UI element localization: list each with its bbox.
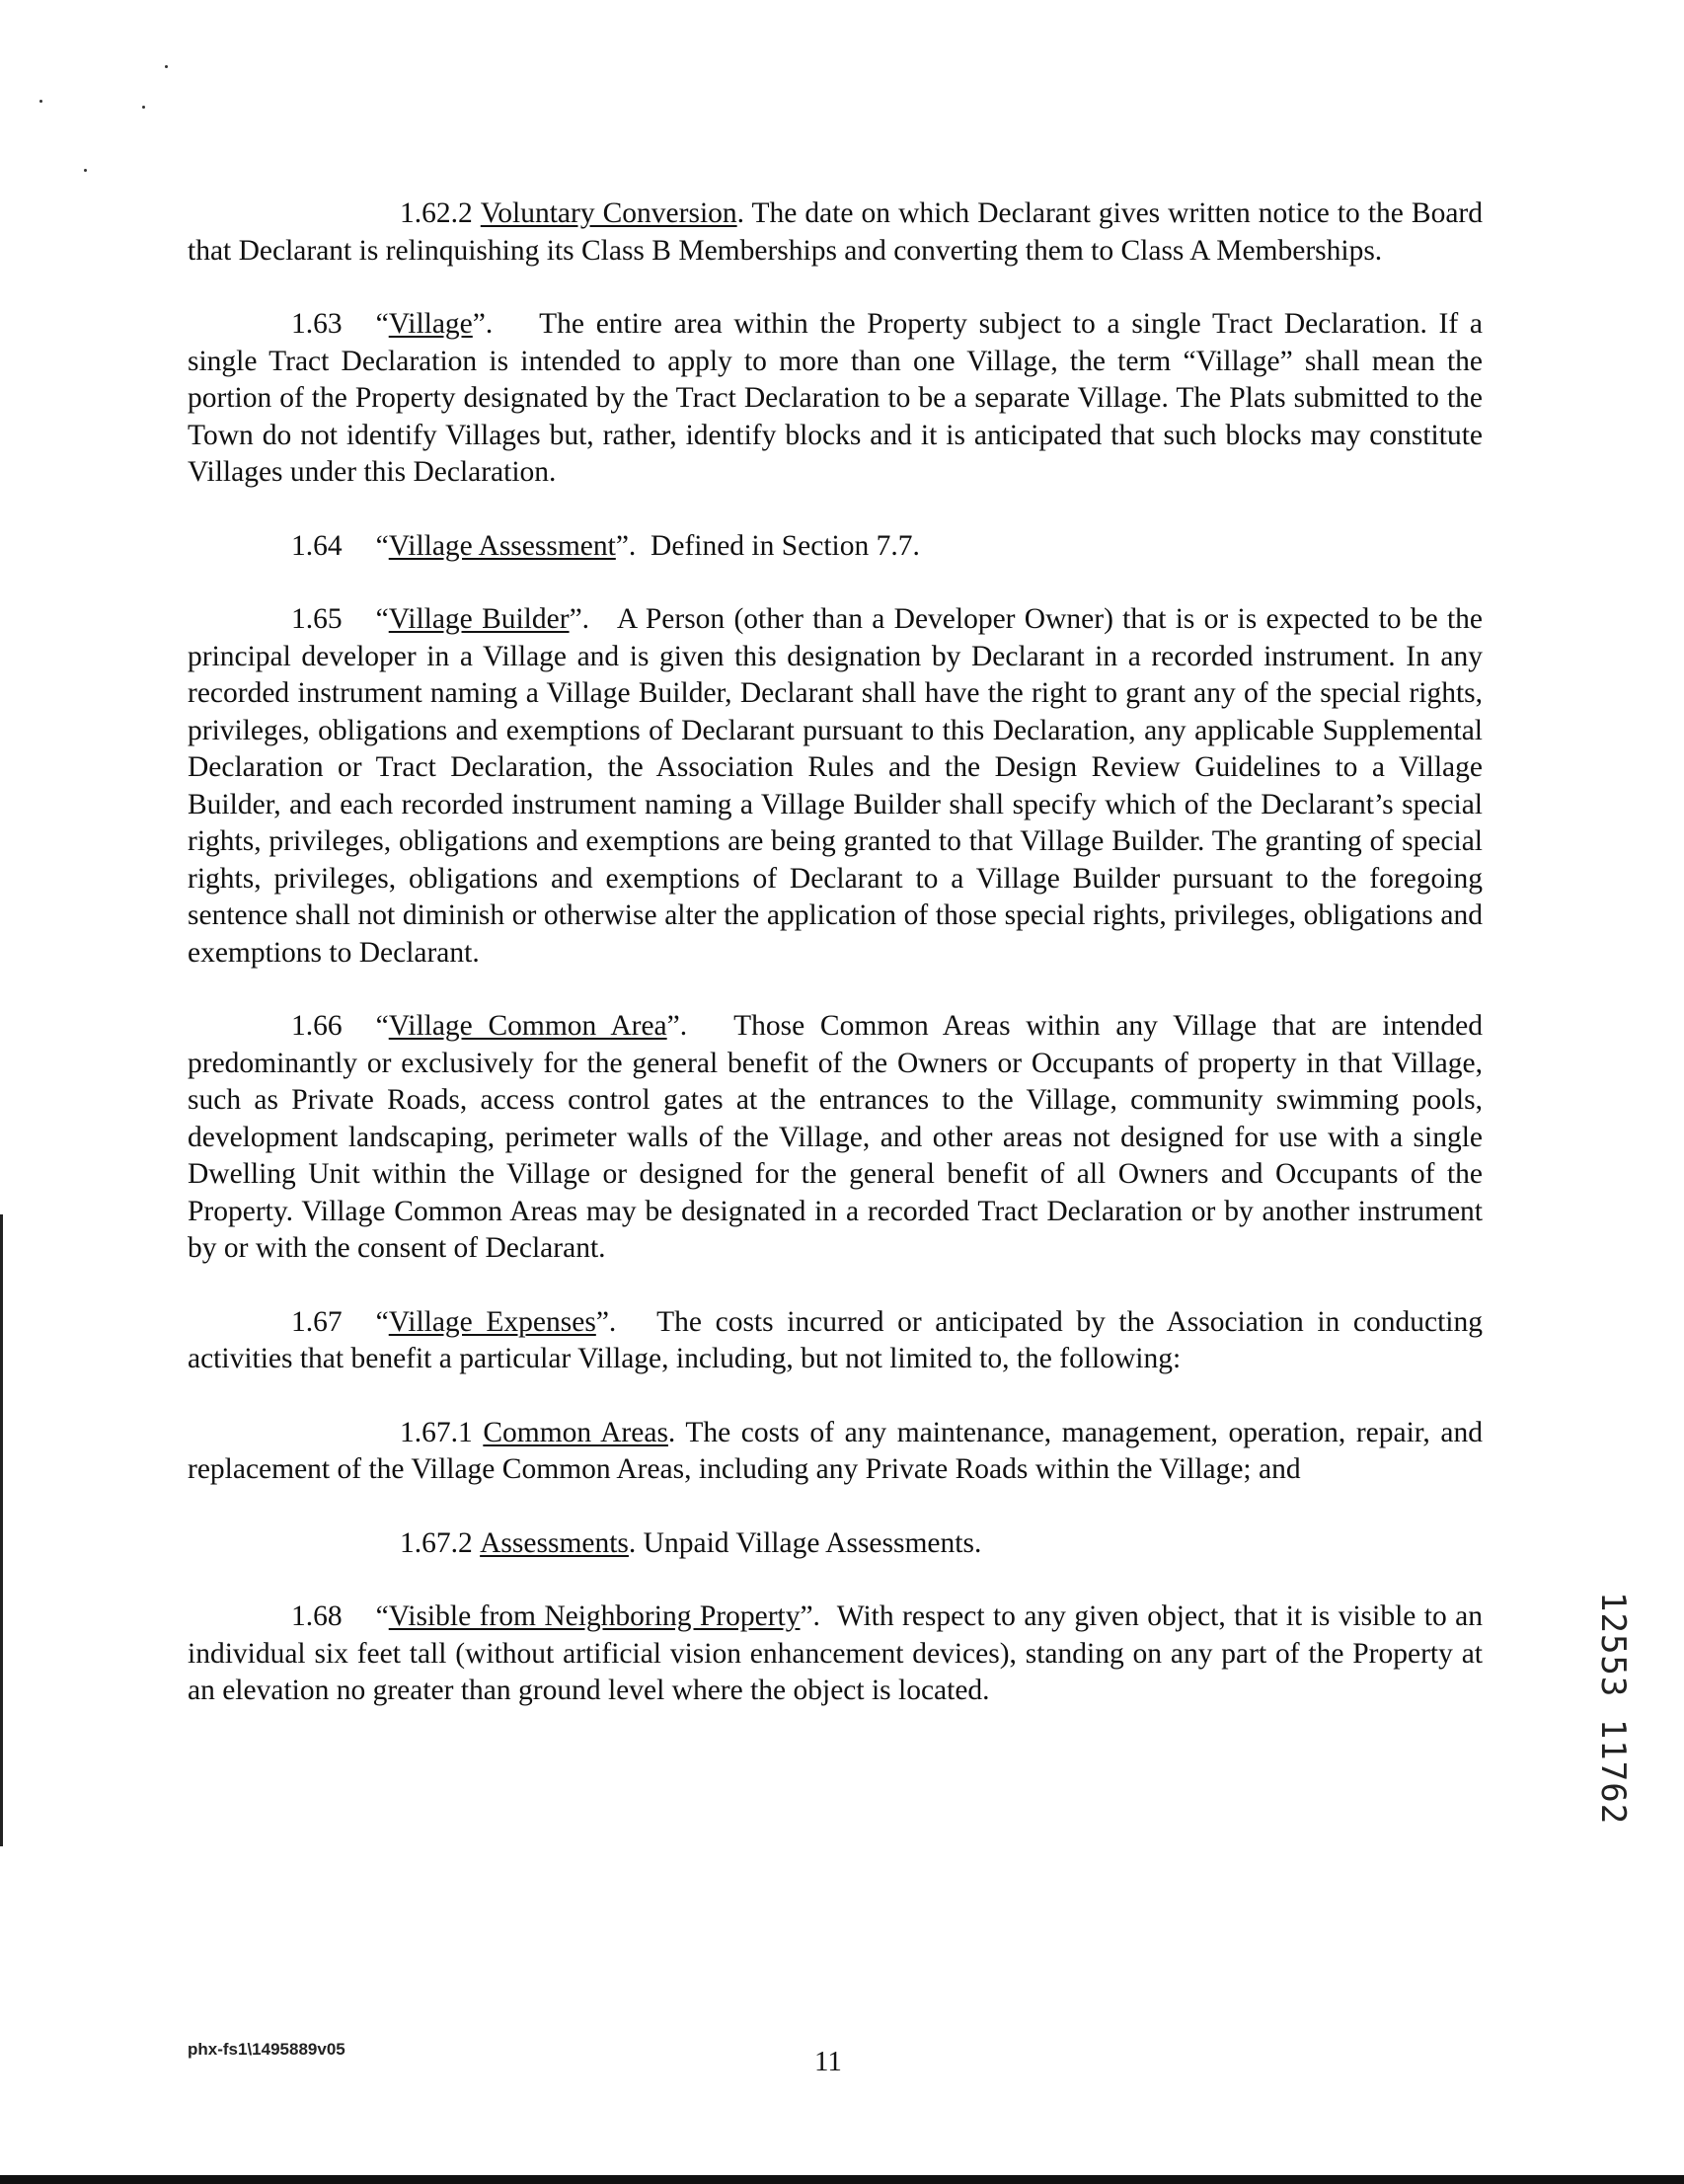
- section-title: Assessments: [480, 1526, 629, 1559]
- section-title: Visible from Neighboring Property: [388, 1600, 801, 1632]
- section-number: 1.62.2: [400, 197, 473, 229]
- section-1-63: 1.63 “Village”. The entire area within the Property subject to a single Tract Declaration. If a single Tract Declaration is intended to apply to more than one Village, the term “Village” shall mean the portion of the Property designated by the Tract Declaration to be a separate Village. The Plats submitted to the Town do not identify Villages but, rather, identify blocks and it is anticipated that such blocks may constitute Villages under this Declaration.: [188, 308, 1484, 488]
- scan-speck: [84, 169, 87, 172]
- footer-page-number: 11: [814, 2046, 842, 2077]
- section-number: 1.63: [291, 308, 343, 340]
- section-body: Defined in Section 7.7.: [651, 529, 920, 562]
- section-1-66: 1.66 “Village Common Area”. Those Common Areas within any Village that are intended predominantly or exclusively for the general benefit of the Owners or Occupants of property in that Village, such as Private Roads, access control gates at the entrances to the Village, community swimming pools, development landscaping, perimeter walls of the Village, and other areas not designed for use with a single Dwelling Unit within the Village or designed for the general benefit of all Owners and Occupants of the Property. Village Common Areas may be designated in a recorded Tract Declaration or by another instrument by or with the consent of Declarant.: [188, 1010, 1483, 1264]
- recording-stamp-text: 12553 11762: [1593, 1592, 1633, 1826]
- section-title: Village: [388, 308, 473, 340]
- section-body: . The costs of any maintenance, management, operation, repair, and replacement of the Village Common Areas, including any Private Roads within the Village; and: [188, 1416, 1483, 1485]
- section-body: . The date on which Declarant gives written notice to the Board that Declarant is relinquishing its Class B Memberships and converting them to Class A Memberships.: [188, 197, 1483, 267]
- section-number: 1.66: [291, 1010, 343, 1042]
- section-title: Village Assessment: [388, 529, 616, 562]
- section-number: 1.67.1: [400, 1416, 473, 1448]
- scan-speck: [165, 65, 168, 68]
- section-body: The entire area within the Property subject to a single Tract Declaration. If a single Tract Declaration is intended to apply to more than one Village, the term “Village” shall mean the portion of the Property designated by the Tract Declaration to be a separate Village. The Plats submitted to the Town do not identify Villages but, rather, identify blocks and it is anticipated that such blocks may constitute Villages under this Declaration.: [188, 308, 1484, 488]
- section-body: . Unpaid Village Assessments.: [628, 1526, 982, 1559]
- section-number: 1.65: [291, 603, 343, 635]
- section-number: 1.64: [291, 529, 343, 562]
- section-1-62-2: [188, 195, 1483, 270]
- section-1-67-2: [188, 1525, 1483, 1563]
- section-number: 1.67.2: [400, 1526, 473, 1559]
- section-body: With respect to any given object, that it is visible to an individual six feet tall (without artificial vision enhancement devices), standing on any part of the Property at an elevation no greater than ground level where the object is located.: [188, 1600, 1484, 1706]
- section-body: Those Common Areas within any Village that are intended predominantly or exclusively for the general benefit of the Owners or Occupants of property in that Village, such as Private Roads, access control gates at the entrances to the Village, community swimming pools, development landscaping, perimeter walls of the Village, and other areas not designed for use with a single Dwelling Unit within the Village or designed for the general benefit of all Owners and Occupants of the Property. Village Common Areas may be designated in a recorded Tract Declaration or by another instrument by or with the consent of Declarant.: [188, 1010, 1483, 1264]
- section-title: Voluntary Conversion: [480, 197, 737, 229]
- document-body: [188, 195, 1483, 1747]
- section-title: Common Areas: [483, 1416, 668, 1448]
- section-title: Village Common Area: [388, 1010, 667, 1042]
- section-1-65: 1.65 “Village Builder”. A Person (other than a Developer Owner) that is or is expected to be the principal developer in a Village and is given this designation by Declarant in a recorded instrument. In any recorded instrument naming a Village Builder, Declarant shall have the right to grant any of the special rights, privileges, obligations and exemptions of Declarant pursuant to this Declaration, any applicable Supplemental Declaration or Tract Declaration, the Association Rules and the Design Review Guidelines to a Village Builder, and each recorded instrument naming a Village Builder shall specify which of the Declarant’s special rights, privileges, obligations and exemptions are being granted to that Village Builder. The granting of special rights, privileges, obligations and exemptions of Declarant to a Village Builder pursuant to the foregoing sentence shall not diminish or otherwise alter the application of those special rights, privileges, obligations and exemptions to Declarant.: [188, 603, 1484, 969]
- section-title: Village Expenses: [388, 1305, 596, 1338]
- section-body: The costs incurred or anticipated by the Association in conducting activities that benefit a particular Village, including, but not limited to, the following:: [188, 1305, 1483, 1374]
- recording-stamp: [1589, 1592, 1637, 1848]
- section-number: 1.68: [291, 1600, 343, 1632]
- section-number: 1.67: [291, 1305, 343, 1338]
- scan-edge-mark: [0, 1214, 3, 1846]
- scan-speck: [39, 100, 42, 103]
- section-1-64: 1.64 “Village Assessment”. Defined in Section 7.7.: [291, 529, 920, 562]
- scan-speck: [142, 106, 145, 109]
- section-1-68: 1.68 “Visible from Neighboring Property”. With respect to any given object, that it is visible to an individual six feet tall (without artificial vision enhancement devices), standing on any part of the Property at an elevation no greater than ground level where the object is located.: [188, 1600, 1484, 1706]
- scan-bottom-edge: [0, 2175, 1684, 2184]
- footer-document-id: phx-fs1\1495889v05: [188, 2040, 345, 2059]
- section-title: Village Builder: [388, 603, 570, 635]
- section-1-67-1: [188, 1415, 1483, 1489]
- section-body: A Person (other than a Developer Owner) that is or is expected to be the principal developer in a Village and is given this designation by Declarant in a recorded instrument. In any recorded instrument naming a Village Builder, Declarant shall have the right to grant any of the special rights, privileges, obligations and exemptions of Declarant pursuant to this Declaration, any applicable Supplemental Declaration or Tract Declaration, the Association Rules and the Design Review Guidelines to a Village Builder, and each recorded instrument naming a Village Builder shall specify which of the Declarant’s special rights, privileges, obligations and exemptions are being granted to that Village Builder. The granting of special rights, privileges, obligations and exemptions of Declarant to a Village Builder pursuant to the foregoing sentence shall not diminish or otherwise alter the application of those special rights, privileges, obligations and exemptions to Declarant.: [188, 603, 1484, 969]
- section-1-67: 1.67 “Village Expenses”. The costs incurred or anticipated by the Association in conducting activities that benefit a particular Village, including, but not limited to, the following:: [188, 1305, 1483, 1374]
